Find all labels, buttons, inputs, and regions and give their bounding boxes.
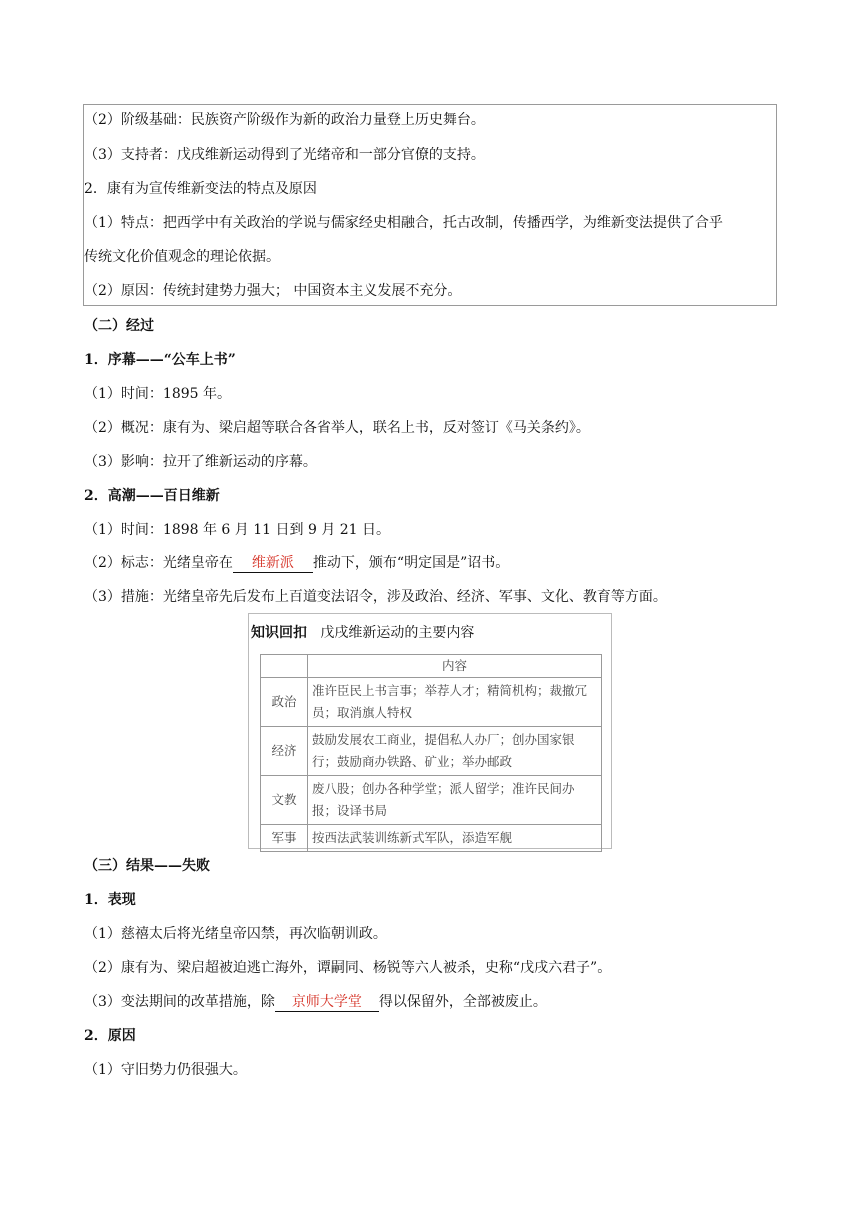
box-line-5: 传统文化价值观念的理论依据。 xyxy=(84,249,280,265)
climax-sign-prefix: （2）标志：光绪皇帝在 xyxy=(84,555,233,571)
row-category: 文教 xyxy=(261,776,308,825)
row-content: 准许臣民上书言事；举荐人才；精简机构；裁撤冗员；取消旗人特权 xyxy=(308,678,602,727)
box-line-6: （2）原因：传统封建势力强大； 中国资本主义发展不充分。 xyxy=(84,283,462,299)
result-item-2: （2）康有为、梁启超被迫逃亡海外，谭嗣同、杨锐等六人被杀，史称“戊戌六君子”。 xyxy=(84,960,612,976)
table-row xyxy=(261,678,602,727)
row-category: 军事 xyxy=(261,825,308,852)
subheading-manifestation: 1．表现 xyxy=(84,892,136,908)
subheading-cause: 2．原因 xyxy=(84,1028,136,1044)
box-line-4: （1）特点：把西学中有关政治的学说与儒家经史相融合，托古改制，传播西学，为维新变法提供了合乎 xyxy=(84,215,723,231)
knowledge-title xyxy=(251,622,474,642)
result-item-1: （1）慈禧太后将光绪皇帝囚禁，再次临朝训政。 xyxy=(84,926,387,942)
table-header-blank xyxy=(261,655,308,678)
row-content: 按西法武装训练新式军队，添造军舰 xyxy=(308,825,602,852)
climax-measures: （3）措施：光绪皇帝先后发布上百道变法诏令，涉及政治、经济、军事、文化、教育等方面。 xyxy=(84,589,667,605)
result-item-3 xyxy=(84,992,547,1012)
prelude-overview: （2）概况：康有为、梁启超等联合各省举人，联名上书，反对签订《马关条约》。 xyxy=(84,420,590,436)
result-item-3-suffix: 得以保留外，全部被废止。 xyxy=(378,994,547,1010)
prelude-impact: （3）影响：拉开了维新运动的序幕。 xyxy=(84,454,317,470)
box-line-2: （3）支持者：戊戌维新运动得到了光绪帝和一部分官僚的支持。 xyxy=(84,147,485,163)
box-line-3: 2．康有为宣传维新变法的特点及原因 xyxy=(84,181,317,197)
answer-blank-reformers: 维新派 xyxy=(233,554,313,573)
reform-content-table xyxy=(260,654,602,852)
subheading-prelude: 1．序幕——“公车上书” xyxy=(84,352,236,368)
knowledge-review-box xyxy=(248,613,612,849)
answer-blank-university: 京师大学堂 xyxy=(275,993,379,1012)
result-item-3-prefix: （3）变法期间的改革措施，除 xyxy=(84,994,275,1010)
summary-box xyxy=(83,104,777,306)
cause-item-1: （1）守旧势力仍很强大。 xyxy=(84,1062,247,1078)
table-header-content: 内容 xyxy=(308,655,602,678)
row-category: 政治 xyxy=(261,678,308,727)
row-category: 经济 xyxy=(261,727,308,776)
knowledge-topic: 戊戌维新运动的主要内容 xyxy=(320,625,475,641)
row-content: 废八股；创办各种学堂；派人留学；准许民间办报；设译书局 xyxy=(308,776,602,825)
row-content: 鼓励发展农工商业，提倡私人办厂；创办国家银行；鼓励商办铁路、矿业；举办邮政 xyxy=(308,727,602,776)
table-header-row xyxy=(261,655,602,678)
table-row xyxy=(261,776,602,825)
climax-sign-suffix: 推动下，颁布“明定国是”诏书。 xyxy=(312,555,510,571)
prelude-time: （1）时间：1895 年。 xyxy=(84,386,231,402)
climax-sign xyxy=(84,553,509,573)
box-line-1: （2）阶级基础：民族资产阶级作为新的政治力量登上历史舞台。 xyxy=(84,112,485,128)
section-heading-result: （三）结果——失败 xyxy=(84,858,210,874)
subheading-climax: 2．高潮——百日维新 xyxy=(84,488,220,504)
climax-time: （1）时间：1898 年 6 月 11 日到 9 月 21 日。 xyxy=(84,522,391,538)
section-heading-process: （二）经过 xyxy=(84,318,154,334)
table-row xyxy=(261,825,602,852)
table-row xyxy=(261,727,602,776)
knowledge-label: 知识回扣 xyxy=(251,625,307,641)
